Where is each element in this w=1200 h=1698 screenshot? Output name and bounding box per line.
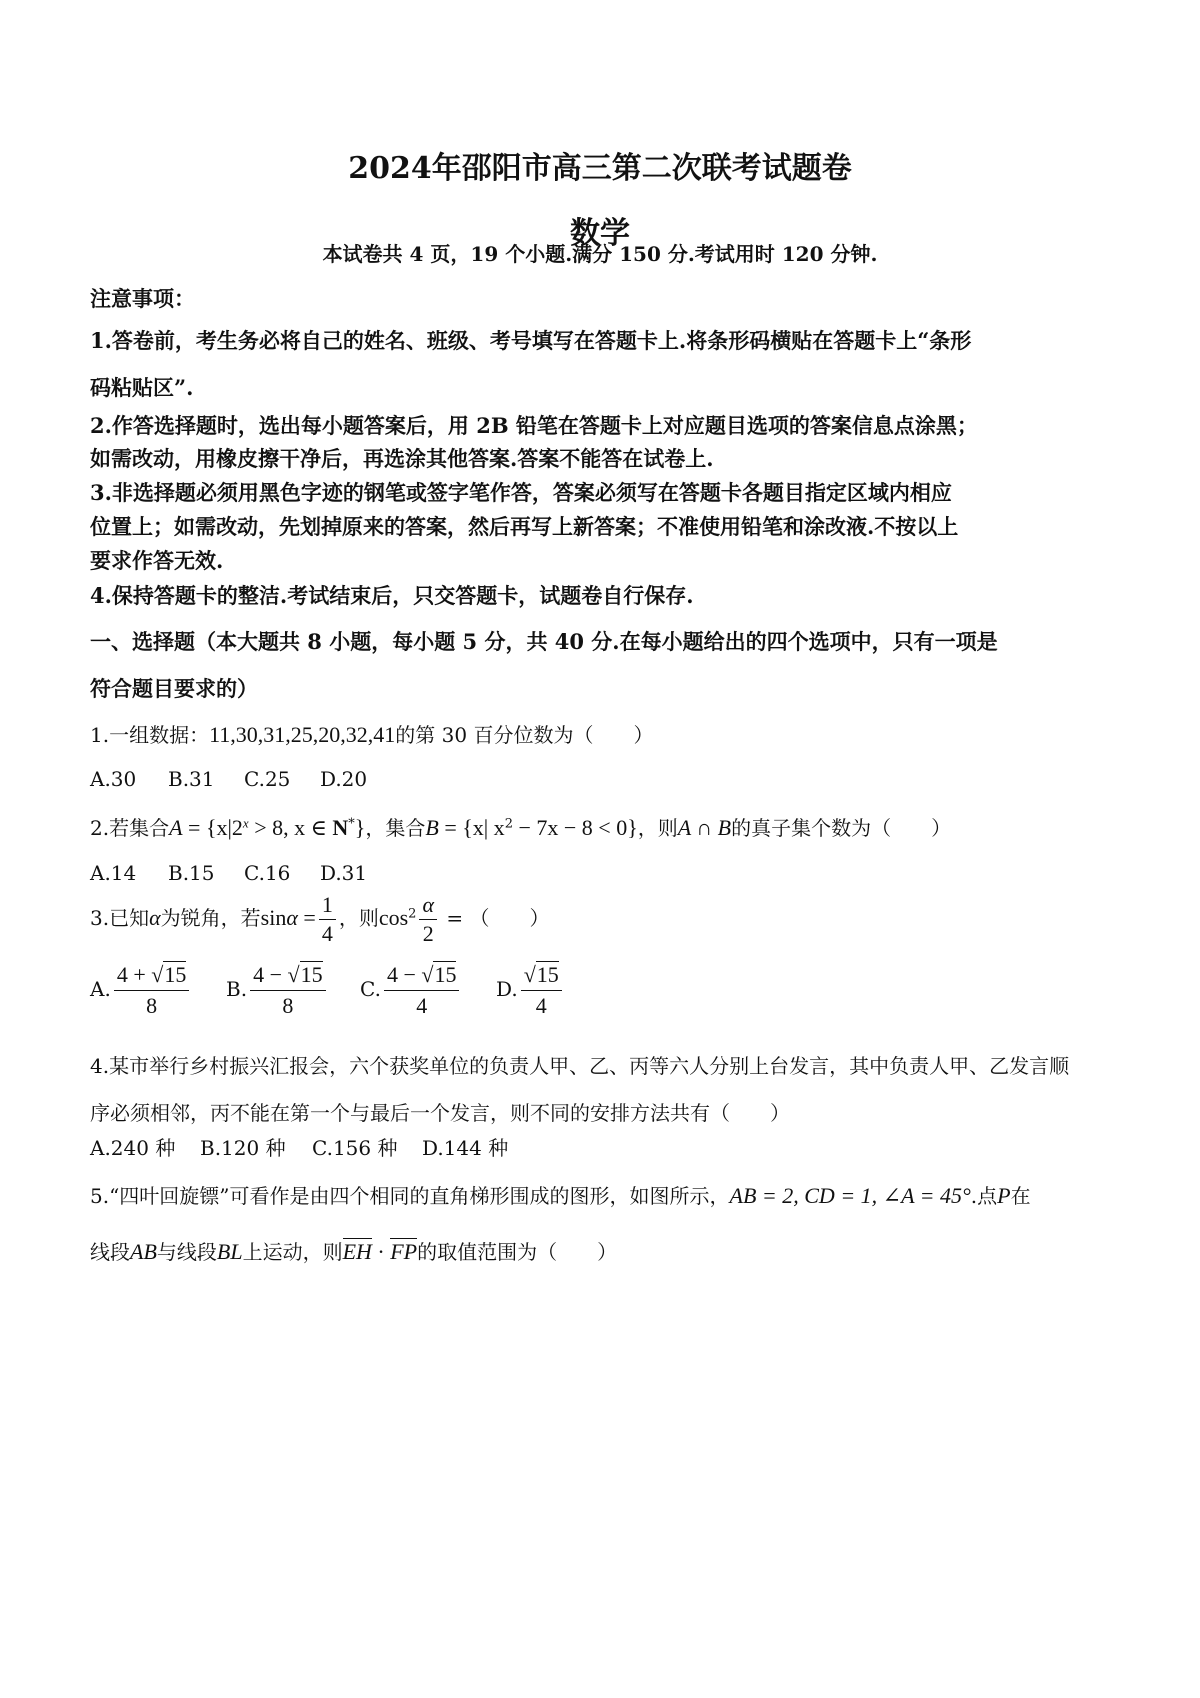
section-heading-cont: 符合题目要求的）	[90, 676, 258, 701]
q2-intersection: A ∩ B	[677, 815, 732, 840]
q1-option-a: A.30	[90, 767, 137, 791]
q2-prefix: 2.若集合	[90, 816, 170, 840]
q2-suffix: 的真子集个数为（ ）	[731, 816, 952, 840]
q3-option-b-label: B.	[226, 977, 248, 1001]
notice-item-1: 1.答卷前，考生务必将自己的姓名、班级、考号填写在答题卡上.将条形码横贴在答题卡上“条形	[90, 328, 972, 353]
q3-option-a-num: 4 +	[116, 962, 152, 987]
q2-option-d: D.31	[320, 861, 368, 885]
q5-vector-fp: FP	[390, 1239, 418, 1264]
q2-set-b-open: = {x| x	[438, 815, 505, 840]
q3-option-d-label: D.	[496, 977, 518, 1001]
sqrt-icon: √	[151, 962, 164, 987]
notice-item-4: 4.保持答题卡的整洁.考试结束后，只交答题卡，试题卷自行保存.	[90, 583, 694, 608]
q2-set-a-exp: x	[242, 815, 249, 831]
q5-math: AB = 2, CD = 1, ∠A = 45°	[729, 1183, 971, 1208]
q1-option-c: C.25	[244, 767, 291, 791]
q2-set-a-name: A	[169, 815, 183, 840]
sqrt-icon: √	[287, 962, 300, 987]
q2-option-b: B.15	[168, 861, 215, 885]
q3-equals: =	[297, 905, 316, 930]
question-5	[90, 1180, 1031, 1209]
q5-dot-product: ·	[371, 1239, 391, 1264]
sqrt-icon: √	[421, 962, 434, 987]
notice-item-3-cont2: 要求作答无效.	[90, 548, 224, 573]
q5-end: 在	[1010, 1184, 1031, 1208]
q4-option-b: B.120 种	[200, 1136, 286, 1160]
q3-option-b	[226, 962, 329, 1019]
q1-option-b: B.31	[168, 767, 215, 791]
question-2	[90, 812, 951, 841]
q3-option-a	[90, 962, 192, 1019]
q3-option-a-den: 8	[146, 993, 158, 1018]
q3-mid1: 为锐角，若	[160, 906, 261, 930]
q3-half-num: α	[419, 893, 437, 920]
q1-prefix: 1.一组数据：	[90, 723, 210, 747]
q2-set-b-cond: − 7x − 8 < 0}	[512, 815, 638, 840]
q3-fraction-num: 1	[319, 893, 336, 920]
question-4: 4.某市举行乡村振兴汇报会，六个获奖单位的负责人甲、乙、丙等六人分别上台发言，其中负责人甲、乙发言顺	[90, 1054, 1070, 1078]
q3-option-a-radicand: 15	[164, 962, 187, 987]
q3-cos: cos	[378, 905, 409, 930]
q5-suffix: 的取值范围为（ ）	[417, 1240, 618, 1264]
q2-set-b-name: B	[425, 815, 439, 840]
q2-option-c: C.16	[244, 861, 291, 885]
q3-fraction-den: 4	[321, 921, 333, 946]
q3-mid2: ，则	[338, 906, 379, 930]
q3-alpha: α	[149, 905, 161, 930]
q3-option-c	[360, 962, 462, 1019]
q5-point-p: P	[997, 1183, 1011, 1208]
q1-option-d: D.20	[320, 767, 368, 791]
sqrt-icon: √	[523, 962, 536, 987]
subject-title: 数学	[570, 216, 630, 251]
question-3	[90, 893, 549, 946]
q5-seg-bl: BL	[216, 1239, 243, 1264]
q4-option-d: D.144 种	[422, 1136, 509, 1160]
q5-seg-a-label: 线段	[90, 1240, 130, 1264]
q3-option-d-radicand: 15	[536, 962, 559, 987]
q3-half-den: 2	[422, 921, 434, 946]
q2-naturals-star: *	[348, 816, 355, 832]
question-4-cont: 序必须相邻，丙不能在第一个与最后一个发言，则不同的安排方法共有（ ）	[90, 1101, 790, 1125]
q2-set-a-cond: > 8, x ∈	[248, 815, 333, 840]
q3-option-d-den: 4	[535, 993, 547, 1018]
question-1	[90, 719, 653, 748]
exam-info: 本试卷共 4 页，19 个小题.满分 150 分.考试用时 120 分钟.	[322, 242, 878, 266]
q3-option-c-den: 4	[416, 993, 428, 1018]
q1-data: 11,30,31,25,20,32,41	[209, 722, 396, 747]
q3-fraction-quarter	[319, 893, 336, 946]
q2-mid: ，集合	[365, 816, 426, 840]
q3-option-b-den: 8	[282, 993, 294, 1018]
q2-naturals: N	[332, 815, 349, 840]
q3-option-b-radicand: 15	[300, 962, 323, 987]
q2-option-a: A.14	[90, 861, 137, 885]
q2-set-a-close: }	[354, 815, 366, 840]
notice-item-3-cont1: 位置上；如需改动，先划掉原来的答案，然后再写上新答案；不准使用铅笔和涂改液.不按以上	[90, 514, 959, 539]
q3-option-c-label: C.	[360, 977, 381, 1001]
q3-tail: = （ ）	[440, 906, 550, 930]
q3-sin: sin	[260, 905, 287, 930]
exam-title: 2024年邵阳市高三第二次联考试题卷	[348, 151, 852, 186]
notice-item-3: 3.非选择题必须用黑色字迹的钢笔或签字笔作答，答案必须写在答题卡各题目指定区域内相应	[90, 480, 952, 505]
q1-suffix: 的第 30 百分位数为（ ）	[395, 723, 654, 747]
q4-option-c: C.156 种	[312, 1136, 398, 1160]
q3-option-b-num: 4 −	[253, 962, 288, 987]
q2-set-a-open: = {x|2	[182, 815, 243, 840]
q3-option-c-num: 4 −	[386, 962, 422, 987]
q3-option-c-radicand: 15	[434, 962, 457, 987]
q5-dot: .点	[970, 1184, 998, 1208]
q5-then: 上运动，则	[242, 1240, 343, 1264]
q3-option-d	[496, 962, 565, 1019]
question-5-cont	[90, 1236, 617, 1265]
q5-vector-eh: EH	[342, 1239, 372, 1264]
q3-prefix: 3.已知	[90, 906, 150, 930]
notice-item-2: 2.作答选择题时，选出每小题答案后，用 2B 铅笔在答题卡上对应题目选项的答案信息点涂黑；	[90, 413, 978, 438]
notice-item-2-cont: 如需改动，用橡皮擦干净后，再选涂其他答案.答案不能答在试卷上.	[90, 446, 714, 471]
notice-heading: 注意事项：	[90, 286, 195, 311]
q2-set-b-exp: 2	[504, 816, 513, 832]
q5-seg-b-label: 与线段	[156, 1240, 217, 1264]
q3-fraction-half-alpha	[419, 893, 437, 946]
q2-then: ，则	[637, 816, 678, 840]
q5-text: 5.“四叶回旋镖”可看作是由四个相同的直角梯形围成的图形，如图所示，	[90, 1184, 730, 1208]
section-heading: 一、选择题（本大题共 8 小题，每小题 5 分，共 40 分.在每小题给出的四个选项中，只有一项是	[90, 629, 998, 654]
q5-seg-ab: AB	[130, 1239, 157, 1264]
q3-alpha-2: α	[286, 905, 298, 930]
q4-option-a: A.240 种	[90, 1136, 176, 1160]
q3-cos-exp: 2	[408, 906, 417, 922]
notice-item-1-cont: 码粘贴区”.	[90, 375, 194, 400]
q3-option-a-label: A.	[90, 977, 111, 1001]
